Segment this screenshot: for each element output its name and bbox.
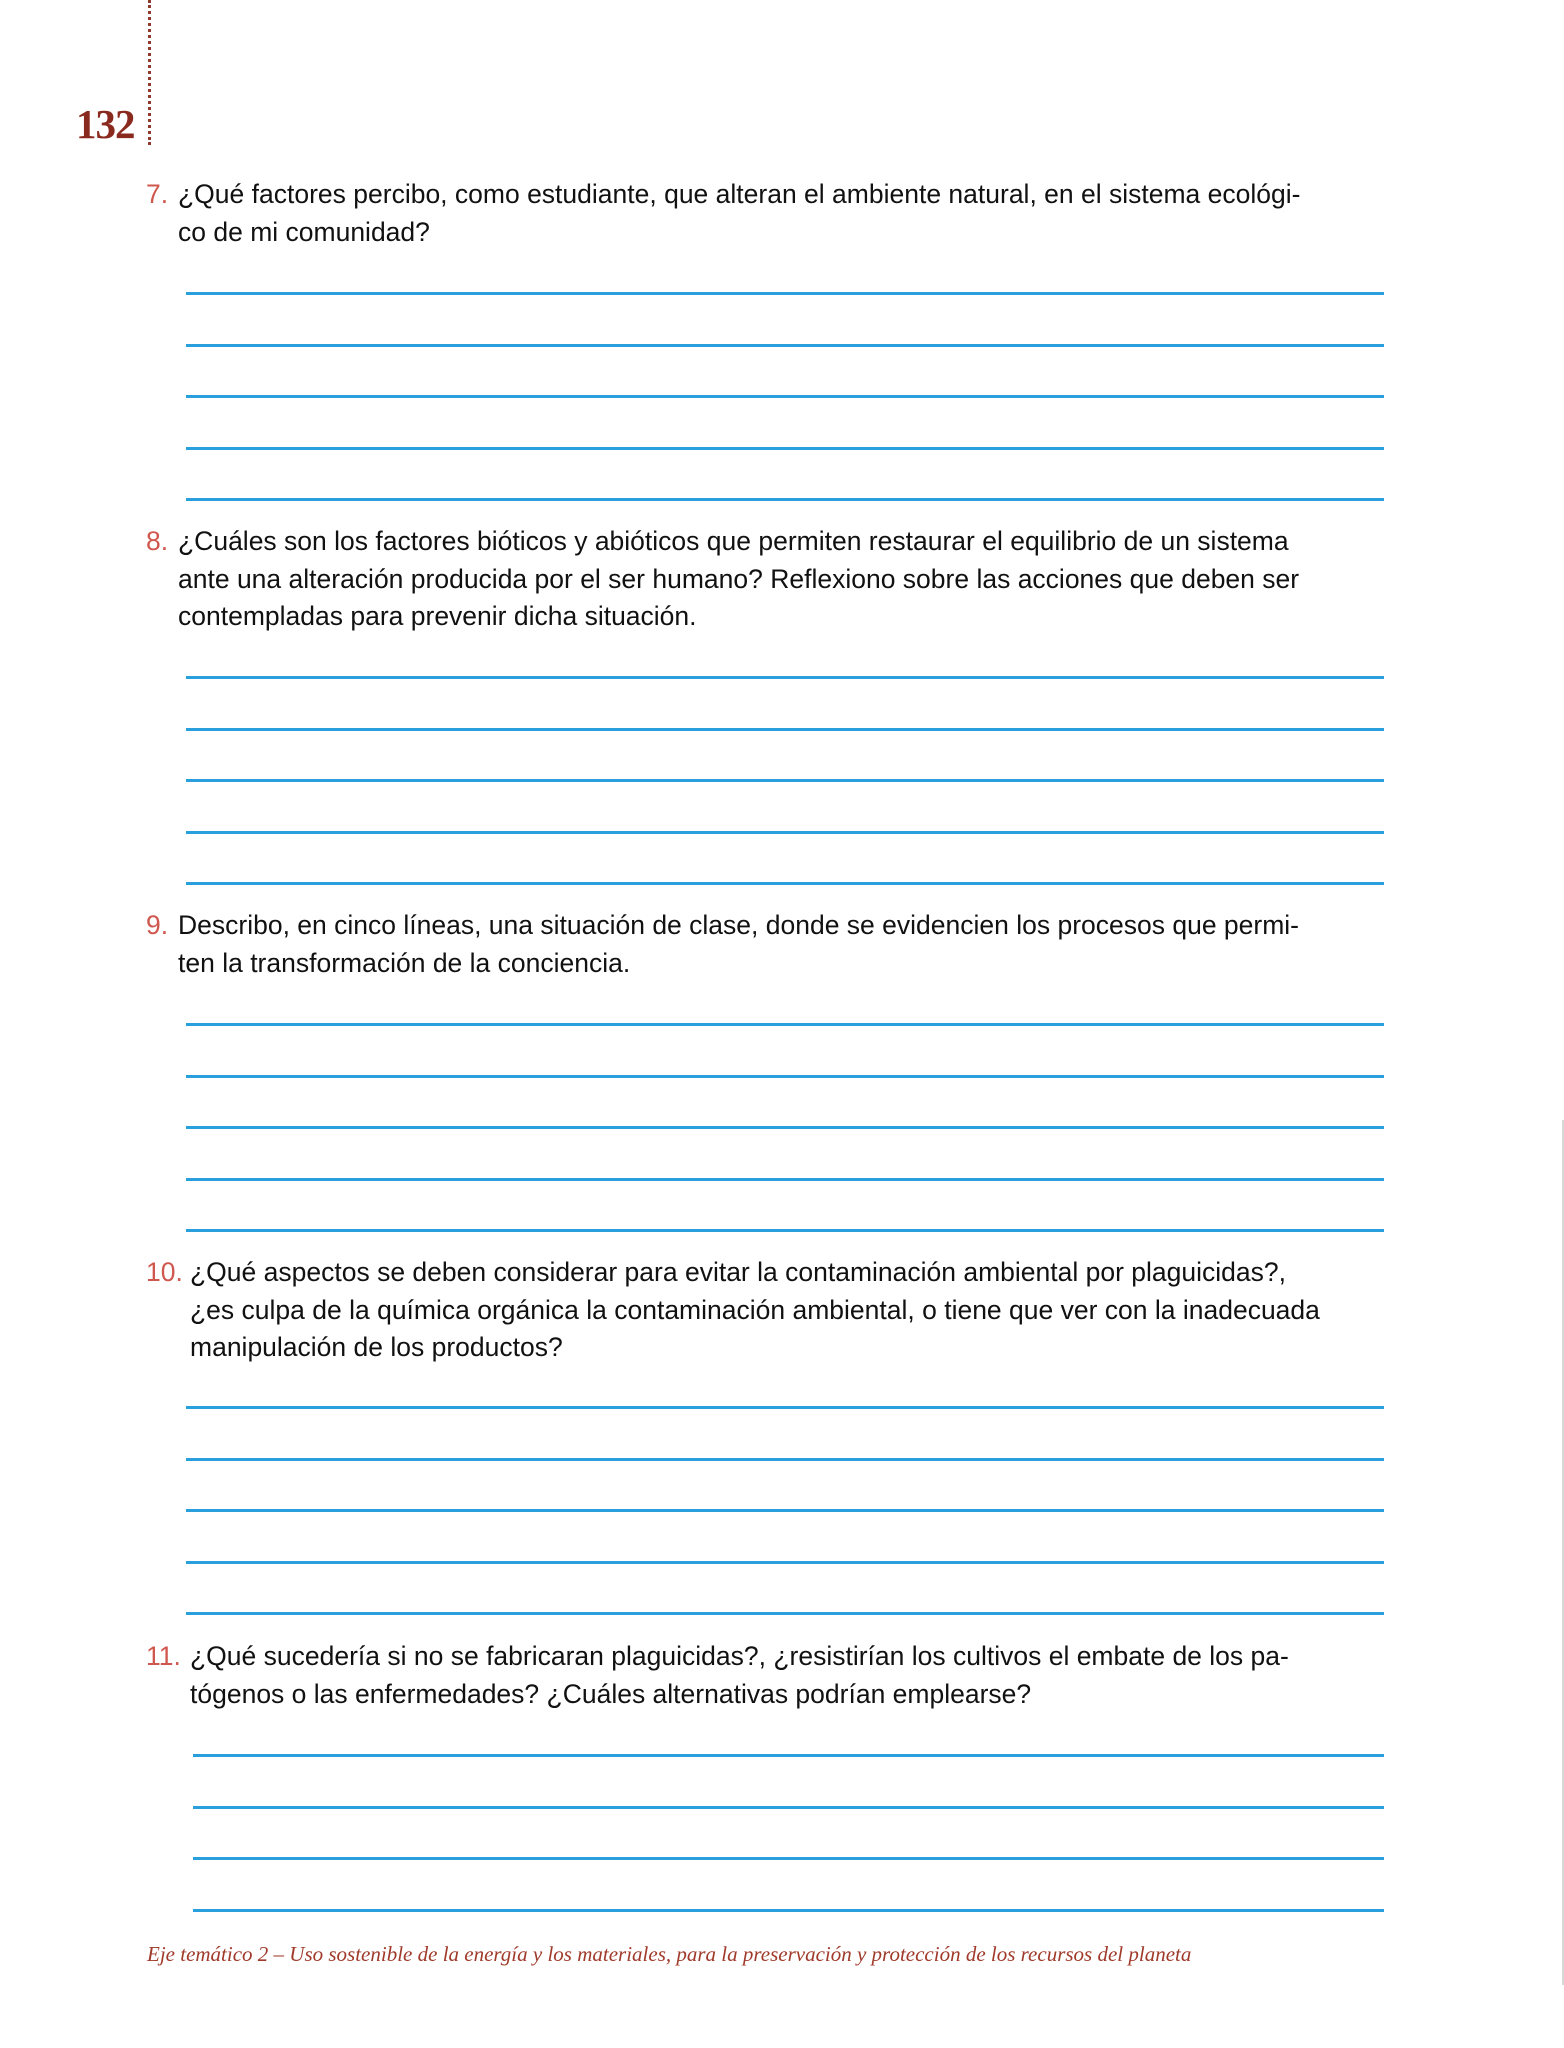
- question-text-line: tógenos o las enfermedades? ¿Cuáles alternativas podrían emplearse?: [190, 1678, 1032, 1709]
- question-text-line: contempladas para prevenir dicha situación.: [178, 601, 697, 631]
- answer-line[interactable]: [186, 882, 1384, 885]
- question-text-line: ¿Cuáles son los factores bióticos y abióticos que permiten restaurar el equilibrio de un sistema: [178, 526, 1289, 556]
- answer-area-11[interactable]: [193, 1754, 1384, 1960]
- question-number: 7.: [146, 179, 169, 209]
- answer-line[interactable]: [186, 1406, 1384, 1409]
- answer-line[interactable]: [193, 1754, 1384, 1757]
- page-number: 132: [76, 101, 135, 147]
- answer-line[interactable]: [186, 1178, 1384, 1181]
- question-9: [146, 907, 1396, 982]
- margin-dotted-rule: [148, 0, 151, 145]
- answer-area-9[interactable]: [186, 1023, 1384, 1281]
- question-10: [146, 1254, 1396, 1367]
- answer-line[interactable]: [186, 395, 1384, 398]
- answer-line[interactable]: [186, 831, 1384, 834]
- answer-area-8[interactable]: [186, 676, 1384, 934]
- question-text-line: co de mi comunidad?: [178, 216, 430, 247]
- question-number: 10.: [146, 1257, 183, 1287]
- answer-area-10[interactable]: [186, 1406, 1384, 1664]
- question-number: 11.: [146, 1641, 181, 1671]
- question-7: [146, 176, 1396, 251]
- question-text-line: ten la transformación de la conciencia.: [178, 947, 631, 978]
- answer-line[interactable]: [186, 1509, 1384, 1512]
- answer-line[interactable]: [186, 728, 1384, 731]
- question-text-line: ¿es culpa de la química orgánica la contaminación ambiental, o tiene que ver con la inadecuada: [190, 1294, 1320, 1325]
- answer-line[interactable]: [186, 1229, 1384, 1232]
- answer-line[interactable]: [186, 1458, 1384, 1461]
- answer-line[interactable]: [186, 344, 1384, 347]
- answer-area-7[interactable]: [186, 292, 1384, 550]
- question-text-line: ¿Qué factores percibo, como estudiante, que alteran el ambiente natural, en el sistema ecológi-: [178, 179, 1301, 209]
- question-text-line: ante una alteración producida por el ser humano? Reflexiono sobre las acciones que deben ser: [178, 563, 1300, 594]
- running-footer: Eje temático 2 – Uso sostenible de la energía y los materiales, para la preservación y protección de los recursos del planeta: [147, 1942, 1192, 1966]
- question-text-line: manipulación de los productos?: [190, 1332, 563, 1362]
- question-text-line: Describo, en cinco líneas, una situación de clase, donde se evidencien los procesos que permi-: [178, 910, 1300, 940]
- answer-line[interactable]: [186, 1561, 1384, 1564]
- question-number: 9.: [146, 910, 169, 940]
- question-number: 8.: [146, 526, 169, 556]
- answer-line[interactable]: [186, 779, 1384, 782]
- answer-line[interactable]: [193, 1857, 1384, 1860]
- question-11: [146, 1638, 1396, 1713]
- answer-line[interactable]: [186, 676, 1384, 679]
- answer-line[interactable]: [186, 1612, 1384, 1615]
- question-text-line: ¿Qué aspectos se deben considerar para evitar la contaminación ambiental por plaguicidas?,: [190, 1257, 1286, 1287]
- answer-line[interactable]: [186, 1075, 1384, 1078]
- answer-line[interactable]: [186, 292, 1384, 295]
- answer-line[interactable]: [186, 498, 1384, 501]
- answer-line[interactable]: [193, 1806, 1384, 1809]
- answer-line[interactable]: [193, 1909, 1384, 1912]
- question-text-line: ¿Qué sucedería si no se fabricaran plaguicidas?, ¿resistirían los cultivos el embate de los pa-: [190, 1641, 1289, 1671]
- question-8: [146, 523, 1396, 636]
- answer-line[interactable]: [186, 447, 1384, 450]
- answer-line[interactable]: [186, 1126, 1384, 1129]
- answer-line[interactable]: [186, 1023, 1384, 1026]
